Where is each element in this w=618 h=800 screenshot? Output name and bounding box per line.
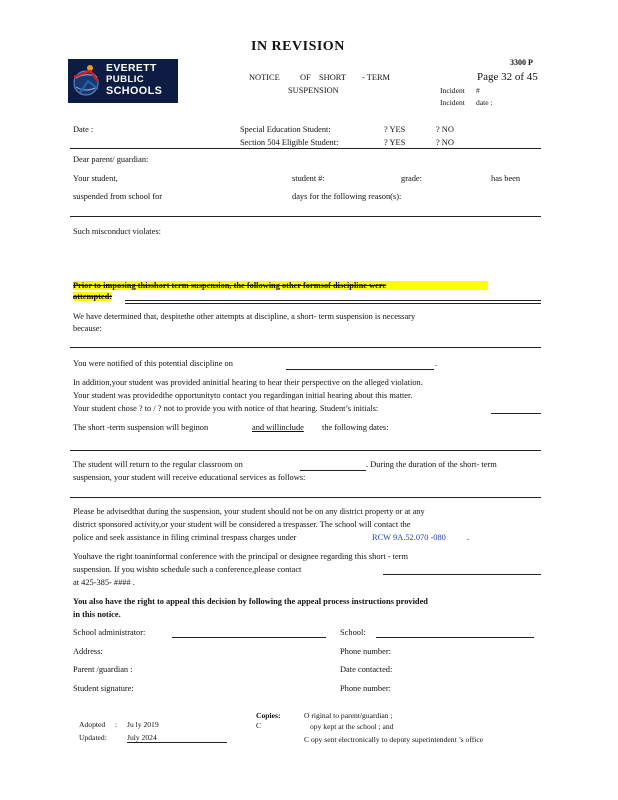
logo-word-2: PUBLIC [106, 74, 145, 85]
has-been-label: has been [491, 174, 521, 183]
adopted-date: Ju ly 2019 [127, 720, 159, 729]
globe-figure-icon [68, 59, 108, 103]
appeal-line2: in this notice. [73, 610, 121, 619]
grade-label: grade: [401, 174, 422, 183]
updated-date: July 2024 [127, 733, 157, 742]
policy-number: 3300 P [510, 58, 533, 67]
school-admin-label: School administrator: [73, 628, 146, 637]
notice-short: SHORT [319, 73, 346, 82]
date-label: Date : [73, 125, 94, 134]
addition-line1: In addition,your student was provided aninitial hearing to hear their perspective on the alleged violation. [73, 378, 423, 387]
school-field[interactable] [376, 637, 534, 638]
address-label: Address: [73, 647, 103, 656]
notice-term: - TERM [362, 73, 390, 82]
misconduct-label: Such misconduct violates: [73, 227, 161, 236]
return-line1a: The student will return to the regular classroom on [73, 460, 243, 469]
prior-discipline-field-line2[interactable] [125, 303, 541, 304]
notice-suspension: SUSPENSION [288, 86, 339, 95]
school-admin-field[interactable] [172, 637, 326, 638]
sec504-yes[interactable]: ? YES [384, 138, 406, 147]
return-line1b: . During the duration of the short- term [366, 460, 497, 469]
advised-line2: district sponsored activity,or your student will be considered a trespasser. The school will contact the [73, 520, 411, 529]
page-title: IN REVISION [251, 39, 345, 54]
prior-discipline-field-line[interactable] [125, 300, 541, 301]
divider [70, 148, 541, 149]
phone-label-1: Phone number: [340, 647, 391, 656]
notice-of: OF [300, 73, 311, 82]
adopted-label: Adopted [79, 720, 106, 729]
conference-line3: at 425-385- #### . [73, 578, 135, 587]
days-reason-label: days for the following reason(s): [292, 192, 402, 201]
initials-field-line[interactable] [491, 413, 541, 414]
addition-line2: Your student was providedthe opportunityto contact you regardingan initial hearing about this matter. [73, 391, 413, 400]
conference-line2: suspension. If you wishto schedule such a conference,please contact [73, 565, 302, 574]
copy-sent: C opy sent electronically to deputy superintendent ’s office [304, 735, 484, 744]
student-number-label: student #: [292, 174, 325, 183]
phone-label-2: Phone number: [340, 684, 391, 693]
determined-line1: We have determined that, despitethe other attempts at discipline, a short- term suspension is necessary [73, 312, 416, 321]
notified-text: You were notified of this potential discipline on [73, 359, 233, 368]
notified-date-line[interactable] [286, 369, 434, 370]
date-contacted-label: Date contacted: [340, 665, 393, 674]
copy-kept: opy kept at the school ; and [310, 722, 394, 731]
services-field-line[interactable] [70, 497, 541, 498]
return-date-line[interactable] [300, 470, 366, 471]
advised-line1: Please be advisedthat during the suspension, your student should not be on any district property or at any [73, 507, 425, 516]
dear-label: Dear parent/ guardian: [73, 155, 149, 164]
contact-field-line[interactable] [383, 574, 541, 575]
determined-line2: because: [73, 324, 102, 333]
sec504-label: Section 504 Eligible Student: [240, 138, 339, 147]
incident-number-mark: # [476, 86, 480, 95]
return-line2: suspension, your student will receive educational services as follows: [73, 473, 306, 482]
sped-yes[interactable]: ? YES [384, 125, 406, 134]
conference-line1: Youhave the right toaninformal conference with the principal or designee regarding this short - term [73, 552, 408, 561]
advised-period: . [467, 533, 470, 542]
addition-line3: Your student chose ? to / ? not to provide you with notice of that hearing. Student’s initials: [73, 404, 379, 413]
incident-date-mark: date : [476, 98, 493, 107]
begin-text-b: and willinclude [252, 423, 304, 432]
logo-word-3: SCHOOLS [106, 85, 163, 97]
notified-period: . [435, 359, 438, 368]
because-field-line[interactable] [70, 347, 541, 348]
dates-field-line[interactable] [70, 450, 541, 451]
parent-guardian-label: Parent /guardian : [73, 665, 133, 674]
reason-field-line[interactable] [70, 216, 541, 217]
incident-date-label: Incident [440, 98, 465, 107]
notice-label: NOTICE [249, 73, 280, 82]
sec504-no[interactable]: ? NO [436, 138, 454, 147]
prior-discipline-line2: attempted: [73, 292, 113, 301]
begin-text-c: the following dates: [322, 423, 389, 432]
copies-c: C [256, 721, 262, 730]
district-logo [68, 59, 178, 103]
logo-word-1: EVERETT [106, 63, 157, 74]
incident-number-label: Incident [440, 86, 465, 95]
updated-underline [127, 742, 227, 743]
prior-discipline-line1: Prior to imposing thisshort term suspension, the following other formsof discipline were [73, 281, 488, 290]
your-student-label: Your student, [73, 174, 118, 183]
sped-label: Special Education Student: [240, 125, 331, 134]
copies-label: Copies: [256, 711, 281, 720]
appeal-line1: You also have the right to appeal this decision by following the appeal process instructions provided [73, 597, 428, 606]
suspended-label: suspended from school for [73, 192, 163, 201]
adopted-colon: : [115, 720, 118, 729]
copy-original: O riginal to parent/guardian ; [304, 711, 393, 720]
begin-text-a: The short -term suspension will beginon [73, 423, 209, 432]
school-label: School: [340, 628, 366, 637]
sped-no[interactable]: ? NO [436, 125, 454, 134]
page-number: Page 32 of 45 [477, 71, 538, 83]
rcw-link[interactable]: RCW 9A.52.070 -080 [372, 533, 446, 542]
student-signature-label: Student signature: [73, 684, 134, 693]
advised-line3: police and seek assistance in filing criminal trespass charges under [73, 533, 297, 542]
updated-label: Updated: [79, 733, 107, 742]
